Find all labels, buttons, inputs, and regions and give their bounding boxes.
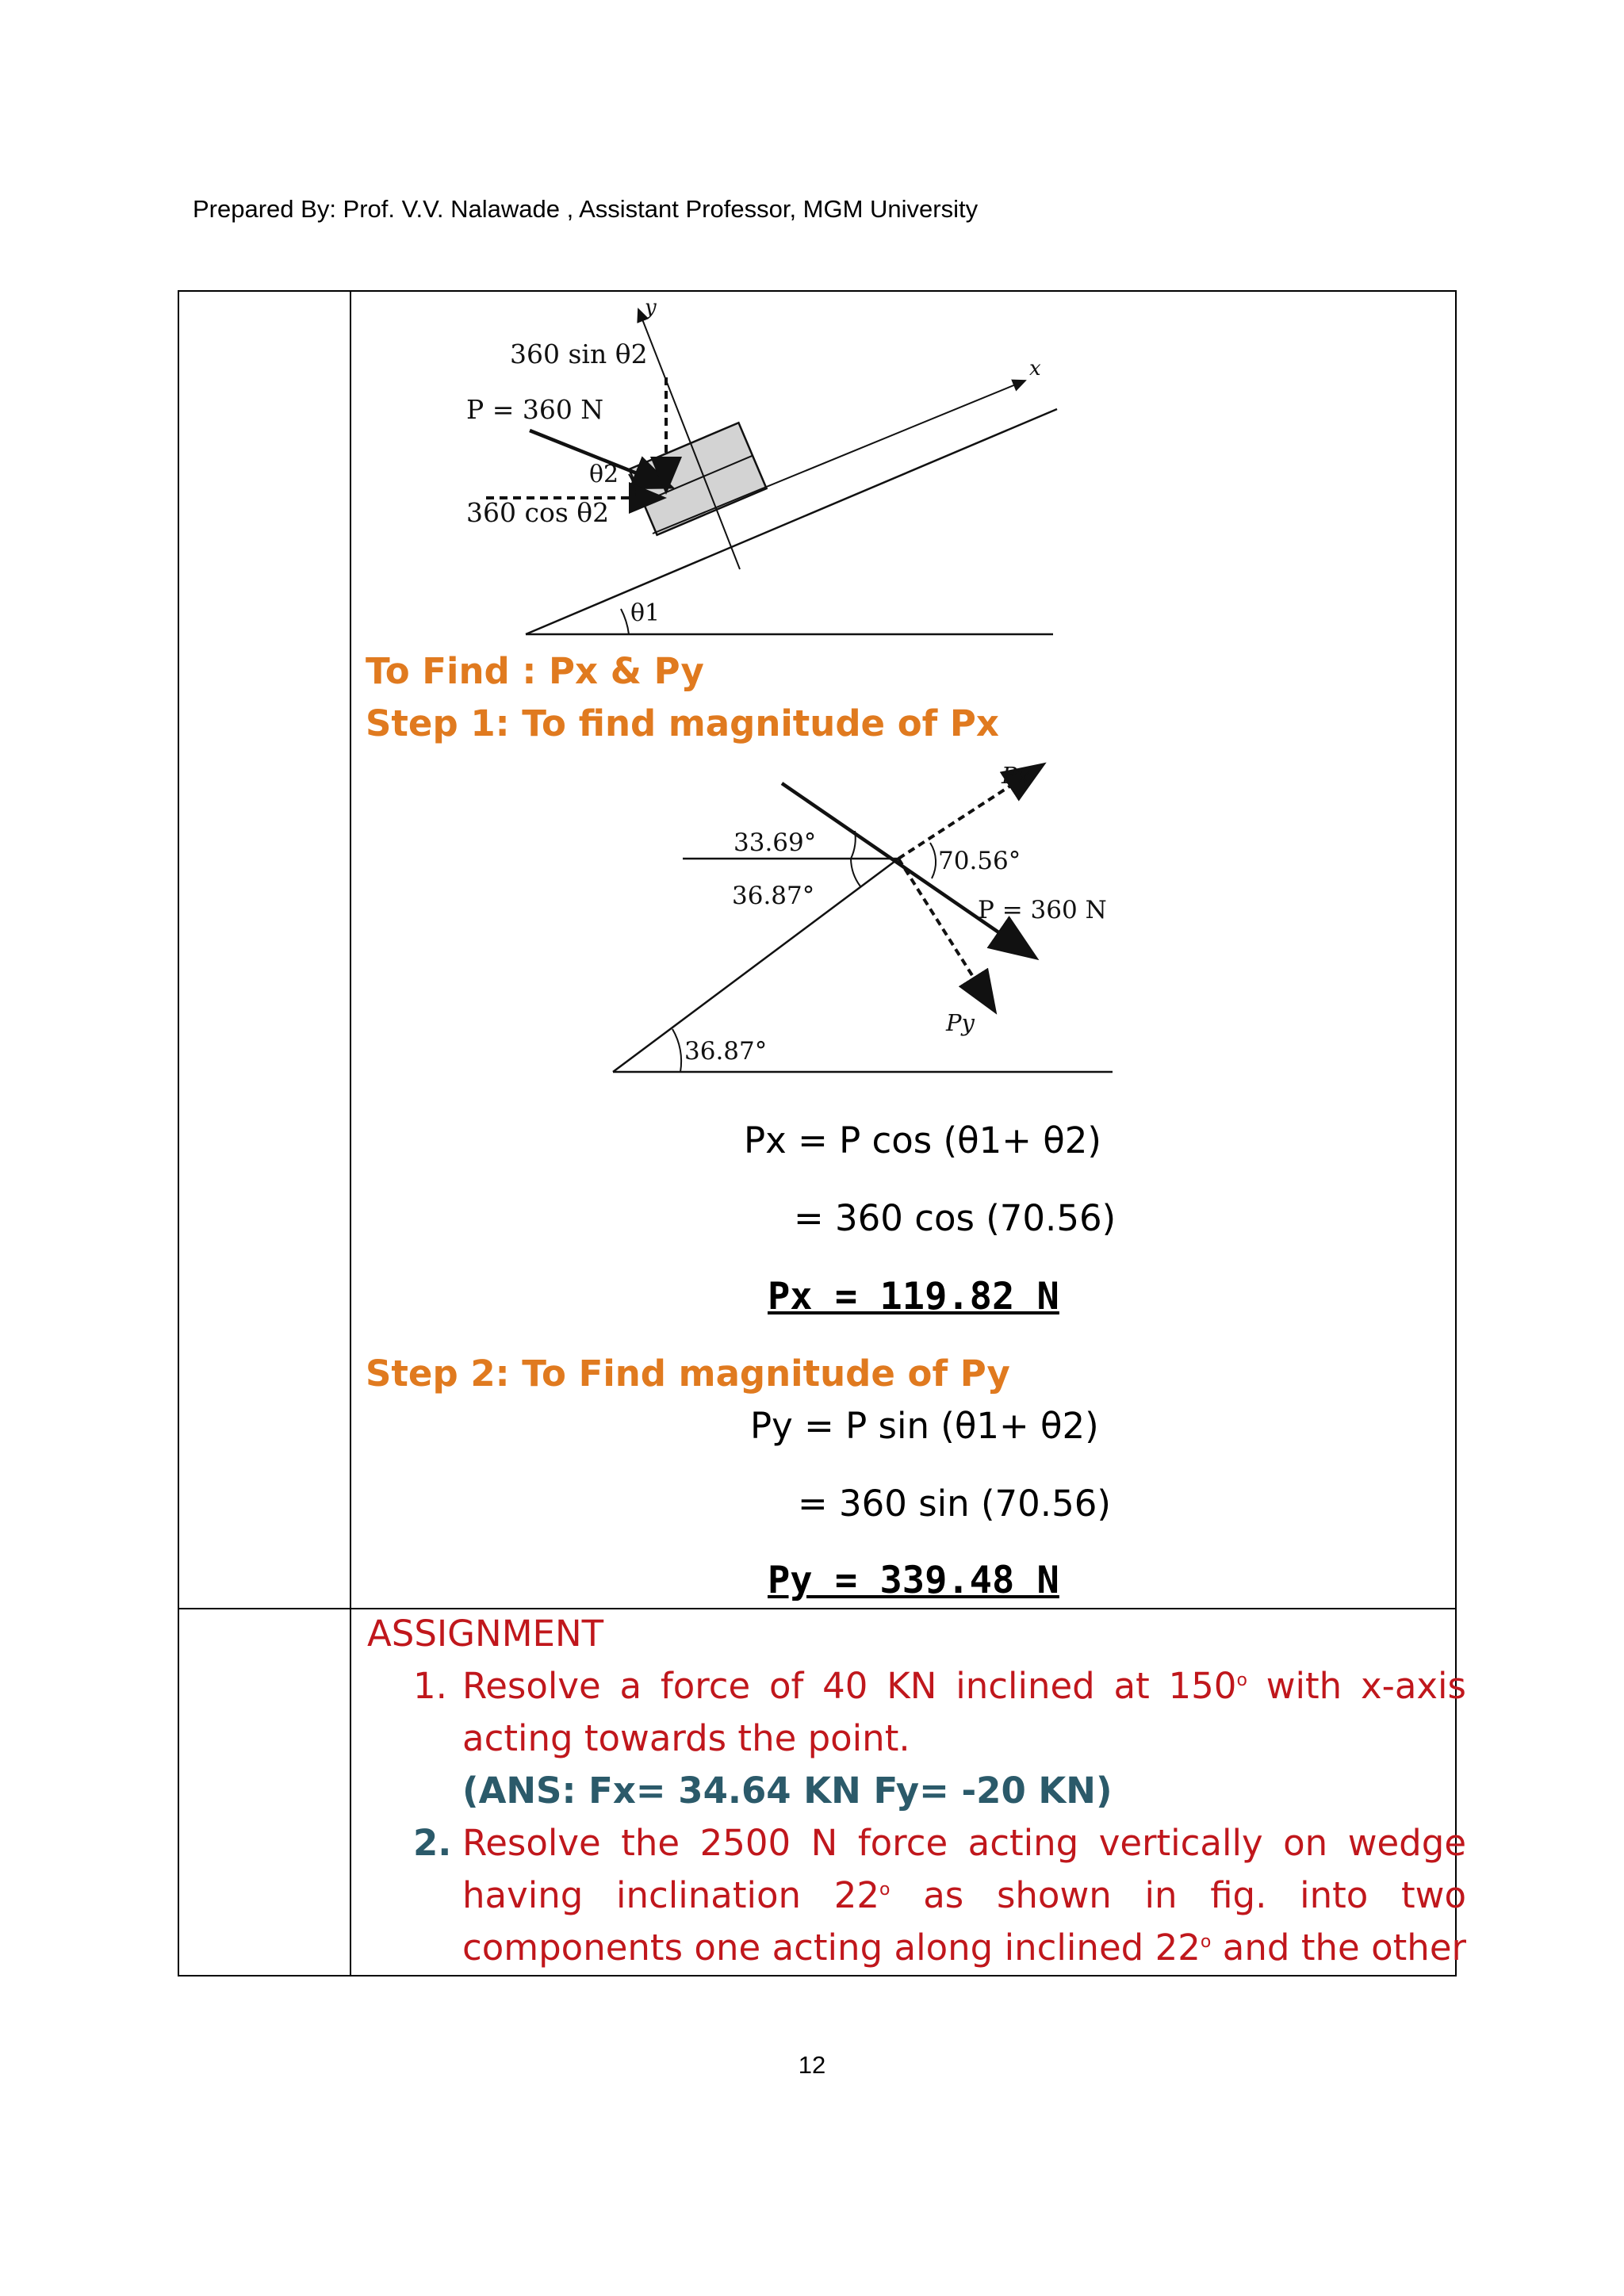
- label-cos: 360 cos θ2: [466, 497, 610, 528]
- item1-line2: acting towards the point.: [462, 1717, 910, 1759]
- py-equation-1: Py = P sin (θ1+ θ2): [750, 1405, 1099, 1447]
- to-find-heading: To Find : Px & Py: [366, 650, 704, 692]
- label-P: P = 360 N: [466, 394, 604, 425]
- item1-answer: (ANS: Fx= 34.64 KN Fy= -20 KN): [462, 1770, 1113, 1812]
- angle-base-label: 36.87°: [684, 1037, 768, 1066]
- page-header: Prepared By: Prof. V.V. Nalawade , Assistant Professor, MGM University: [193, 195, 979, 223]
- assignment-heading: ASSIGNMENT: [367, 1613, 604, 1655]
- page-number: 12: [798, 2051, 826, 2079]
- px-equation-1: Px = P cos (θ1+ θ2): [744, 1119, 1101, 1161]
- right-cell-2: [350, 1609, 1466, 1976]
- label-Px: Px: [1002, 762, 1030, 789]
- left-cell-2: [178, 1609, 350, 1976]
- label-sin: 360 sin θ2: [510, 339, 648, 369]
- angle-a-label: 33.69°: [733, 828, 817, 857]
- force-Py: [898, 859, 994, 1009]
- py-result: Py = 339.48 N: [768, 1559, 1059, 1602]
- angle-c-label: 70.56°: [938, 847, 1021, 875]
- item1-line1: Resolve a force of 40 KN inclined at 150$^o$ with x-axis: [462, 1665, 1466, 1707]
- angle-b-label: 36.87°: [732, 882, 815, 910]
- step1-heading: Step 1: To find magnitude of Px: [366, 702, 999, 744]
- right-cell-1: [350, 291, 1456, 1609]
- label-P-2: P = 360 N: [978, 896, 1107, 924]
- item2-number: 2.: [413, 1822, 452, 1864]
- step2-heading: Step 2: To Find magnitude of Py: [366, 1353, 1010, 1395]
- inclined-plane-figure: [466, 292, 1239, 649]
- y-label: y: [645, 296, 657, 320]
- label-theta2: θ2: [589, 461, 619, 488]
- item2-line3: components one acting along inclined 22$^o$ and the other: [462, 1927, 1466, 1969]
- px-equation-2: = 360 cos (70.56): [794, 1197, 1116, 1239]
- item2-line1: Resolve the 2500 N force acting vertically on wedge: [462, 1822, 1466, 1864]
- item2-line2: having inclination 22$^o$ as shown in fig. into two: [462, 1874, 1466, 1916]
- item1-number: 1.: [413, 1665, 447, 1707]
- x-label: x: [1029, 357, 1041, 381]
- px-result: Px = 119.82 N: [768, 1275, 1059, 1318]
- left-cell-1: [178, 291, 350, 1609]
- label-theta1: θ1: [630, 599, 661, 627]
- py-equation-2: = 360 sin (70.56): [798, 1483, 1111, 1525]
- content-table: [178, 290, 1466, 1976]
- angle-figure: [613, 762, 1168, 1085]
- label-Py: Py: [946, 1009, 975, 1036]
